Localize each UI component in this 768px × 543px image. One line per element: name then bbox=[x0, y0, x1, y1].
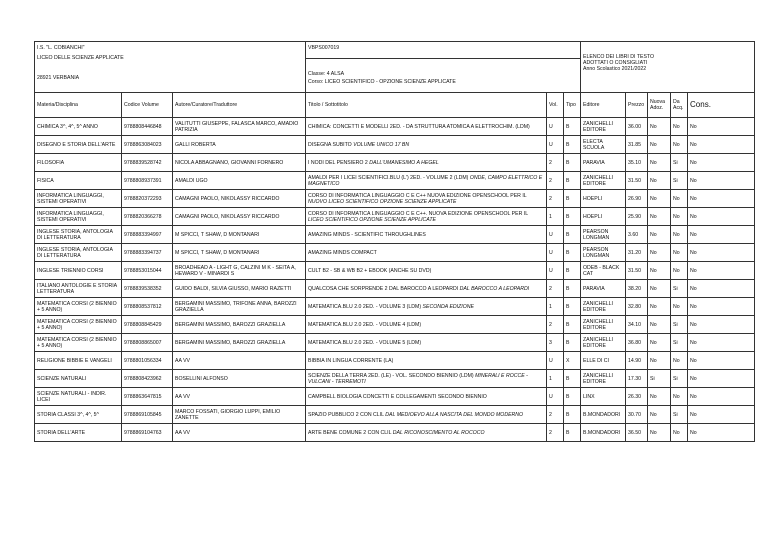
cell-materia: FILOSOFIA bbox=[35, 154, 122, 172]
cell-titolo bbox=[306, 280, 547, 298]
cell-autore: MARCO FOSSATI, GIORGIO LUPPI, EMILIO ZANETTE bbox=[173, 406, 306, 424]
col-da: Da Acq. bbox=[671, 93, 688, 118]
title-main: CHIMICA: CONCETTI E MODELLI 2ED. - DA STRUTTURA ATOMICA A ELETTROCHIM. (LDM) bbox=[308, 123, 530, 130]
cell-nuova: No bbox=[648, 262, 671, 280]
cell-autore: BERGAMINI MASSIMO, BAROZZI GRAZIELLA bbox=[173, 316, 306, 334]
cell-codice: 9788869105845 bbox=[122, 406, 173, 424]
cell-vol: 2 bbox=[547, 190, 564, 208]
cell-materia: MATEMATICA CORSI (2 BIENNIO + 5 ANNO) bbox=[35, 298, 122, 316]
cell-nuova: No bbox=[648, 334, 671, 352]
cell-vol: 2 bbox=[547, 316, 564, 334]
cell-editore: ZANICHELLI EDITORE bbox=[581, 370, 626, 388]
cell-prezzo: 17.30 bbox=[626, 370, 648, 388]
cell-codice: 9788808446848 bbox=[122, 118, 173, 136]
cell-nuova: No bbox=[648, 136, 671, 154]
cell-vol: U bbox=[547, 136, 564, 154]
cell-da: No bbox=[671, 388, 688, 406]
cell-da: No bbox=[671, 352, 688, 370]
cell-tipo: B bbox=[564, 208, 581, 226]
title-subtitle: DAL BAROCCO A LEOPARDI bbox=[459, 285, 530, 292]
cell-tipo: B bbox=[564, 316, 581, 334]
cell-codice: 9788808865007 bbox=[122, 334, 173, 352]
cell-prezzo: 30.70 bbox=[626, 406, 648, 424]
cell-materia: INGLESE STORIA, ANTOLOGIA DI LETTERATURA bbox=[35, 244, 122, 262]
school-name: I.S. "L. COBIANCHI" bbox=[37, 45, 85, 51]
table-row bbox=[35, 172, 755, 190]
table-row bbox=[35, 370, 755, 388]
cell-codice: 9788863647815 bbox=[122, 388, 173, 406]
cell-titolo bbox=[306, 370, 547, 388]
col-tipo: Tipo bbox=[564, 93, 581, 118]
title-main: QUALCOSA CHE SORPRENDE 2 DAL BAROCCO A LEOPARDI bbox=[308, 285, 459, 292]
cell-da: Si bbox=[671, 280, 688, 298]
cell-cons: No bbox=[688, 208, 755, 226]
school-year: Anno Scolastico 2021/2022 bbox=[583, 66, 647, 72]
class-name: Classe: 4 ALSA bbox=[308, 70, 345, 77]
cell-cons: No bbox=[688, 316, 755, 334]
cell-vol: 1 bbox=[547, 370, 564, 388]
cell-materia: SCIENZE NATURALI bbox=[35, 370, 122, 388]
cell-da: Si bbox=[671, 154, 688, 172]
cell-nuova: No bbox=[648, 226, 671, 244]
table-row bbox=[35, 136, 755, 154]
cell-tipo: B bbox=[564, 172, 581, 190]
cell-tipo: B bbox=[564, 136, 581, 154]
cell-prezzo: 25.90 bbox=[626, 208, 648, 226]
cell-prezzo: 14.90 bbox=[626, 352, 648, 370]
cell-titolo bbox=[306, 334, 547, 352]
cell-codice: 9788808537812 bbox=[122, 298, 173, 316]
cell-editore: PARAVIA bbox=[581, 280, 626, 298]
table-row bbox=[35, 280, 755, 298]
cell-editore: ELECTA SCUOLA bbox=[581, 136, 626, 154]
table-row bbox=[35, 118, 755, 136]
cell-titolo bbox=[306, 226, 547, 244]
cell-tipo: B bbox=[564, 388, 581, 406]
cell-autore: GUIDO BALDI, SILVIA GIUSSO, MARIO RAZETTI bbox=[173, 280, 306, 298]
cell-codice: 9788820366278 bbox=[122, 208, 173, 226]
title-main: CORSO DI INFORMATICA LINGUAGGIO C E C++ NUOVA EDIZIONE OPENSCHOOL PER IL bbox=[308, 192, 527, 199]
cell-cons: No bbox=[688, 190, 755, 208]
list-subtitle: ADOTTATI O CONSIGLIATI bbox=[583, 60, 648, 66]
cell-materia: INGLESE STORIA, ANTOLOGIA DI LETTERATURA bbox=[35, 226, 122, 244]
title-main: DISEGNA SUBITO bbox=[308, 141, 352, 148]
table-row bbox=[35, 190, 755, 208]
table-row bbox=[35, 406, 755, 424]
table-row bbox=[35, 226, 755, 244]
cell-cons: No bbox=[688, 352, 755, 370]
cell-vol: U bbox=[547, 352, 564, 370]
cell-titolo bbox=[306, 388, 547, 406]
cell-editore: ZANICHELLI EDITORE bbox=[581, 118, 626, 136]
cell-codice: 9788808845429 bbox=[122, 316, 173, 334]
col-materia: Materia/Disciplina bbox=[35, 93, 122, 118]
cell-codice: 9788869104763 bbox=[122, 424, 173, 442]
cell-autore: GALLI ROBERTA bbox=[173, 136, 306, 154]
title-main: MATEMATICA.BLU 2.0 2ED. - VOLUME 3 (LDM) bbox=[308, 303, 422, 310]
cell-vol: 1 bbox=[547, 298, 564, 316]
col-titolo: Titolo / Sottotitolo bbox=[306, 93, 547, 118]
table-row bbox=[35, 154, 755, 172]
liceo-name: LICEO DELLE SCIENZE APPLICATE bbox=[37, 55, 124, 61]
cell-prezzo: 31.50 bbox=[626, 172, 648, 190]
col-prezzo: Prezzo bbox=[626, 93, 648, 118]
cell-cons: No bbox=[688, 370, 755, 388]
cell-cons: No bbox=[688, 406, 755, 424]
cell-nuova: No bbox=[648, 406, 671, 424]
cell-prezzo: 31.85 bbox=[626, 136, 648, 154]
title-main: ARTE BENE COMUNE 2 CON CLIL bbox=[308, 429, 392, 436]
cell-nuova: No bbox=[648, 172, 671, 190]
cell-autore: BERGAMINI MASSIMO, BAROZZI GRAZIELLA bbox=[173, 334, 306, 352]
cell-titolo bbox=[306, 298, 547, 316]
cell-cons: No bbox=[688, 118, 755, 136]
cell-da: Si bbox=[671, 370, 688, 388]
cell-materia: DISEGNO E STORIA DELL'ARTE bbox=[35, 136, 122, 154]
cell-da: No bbox=[671, 208, 688, 226]
cell-editore: PEARSON LONGMAN bbox=[581, 244, 626, 262]
cell-editore: ZANICHELLI EDITORE bbox=[581, 298, 626, 316]
cell-tipo: X bbox=[564, 352, 581, 370]
cell-editore: ODEB - BLACK CAT bbox=[581, 262, 626, 280]
cell-nuova: No bbox=[648, 244, 671, 262]
cell-codice: 9788883394737 bbox=[122, 244, 173, 262]
title-main: BIBBIA IN LINGUA CORRENTE (LA) bbox=[308, 357, 394, 364]
cell-vol: 3 bbox=[547, 334, 564, 352]
cell-titolo bbox=[306, 118, 547, 136]
cell-nuova: No bbox=[648, 298, 671, 316]
cell-autore: BOSELLINI ALFONSO bbox=[173, 370, 306, 388]
cell-materia: MATEMATICA CORSI (2 BIENNIO + 5 ANNO) bbox=[35, 316, 122, 334]
col-cons: Cons. bbox=[688, 93, 755, 118]
cell-tipo: B bbox=[564, 190, 581, 208]
cell-cons: No bbox=[688, 424, 755, 442]
cell-cons: No bbox=[688, 226, 755, 244]
table-row bbox=[35, 316, 755, 334]
cell-autore: AMALDI UGO bbox=[173, 172, 306, 190]
cell-prezzo: 36.00 bbox=[626, 118, 648, 136]
cell-codice: 9788801056334 bbox=[122, 352, 173, 370]
cell-cons: No bbox=[688, 136, 755, 154]
table-row bbox=[35, 388, 755, 406]
title-subtitle: NUOVO LICEO SCIENTIFICO OPZIONE SCIENZE APPLICATE bbox=[308, 198, 457, 205]
cell-titolo bbox=[306, 244, 547, 262]
cell-nuova: No bbox=[648, 388, 671, 406]
table-row bbox=[35, 244, 755, 262]
cell-vol: 2 bbox=[547, 154, 564, 172]
cell-da: No bbox=[671, 118, 688, 136]
title-main: CAMPBELL BIOLOGIA CONCETTI E COLLEGAMENTI SECONDO BIENNIO bbox=[308, 393, 487, 400]
col-vol: Vol. bbox=[547, 93, 564, 118]
cell-tipo: B bbox=[564, 334, 581, 352]
cell-da: Si bbox=[671, 406, 688, 424]
cell-prezzo: 3.60 bbox=[626, 226, 648, 244]
cell-editore: PEARSON LONGMAN bbox=[581, 226, 626, 244]
cell-codice: 9788863084023 bbox=[122, 136, 173, 154]
cell-vol: 2 bbox=[547, 172, 564, 190]
school-info bbox=[35, 42, 306, 93]
cell-editore: LINX bbox=[581, 388, 626, 406]
table-row bbox=[35, 298, 755, 316]
cell-titolo bbox=[306, 208, 547, 226]
cell-editore: ZANICHELLI EDITORE bbox=[581, 172, 626, 190]
cell-da: No bbox=[671, 190, 688, 208]
title-main: SCIENZE DELLA TERRA 2ED. (LE) - VOL. SECONDO BIENNIO (LDM) bbox=[308, 372, 474, 379]
cell-autore: CAMAGNI PAOLO, NIKOLASSY RICCARDO bbox=[173, 208, 306, 226]
cell-materia: INGLESE TRIENNIO CORSI bbox=[35, 262, 122, 280]
cell-vol: U bbox=[547, 118, 564, 136]
title-main: I NODI DEL PENSIERO 2 bbox=[308, 159, 368, 166]
cell-autore: BERGAMINI MASSIMO, TRIFONE ANNA, BAROZZI GRAZIELLA bbox=[173, 298, 306, 316]
cell-prezzo: 36.50 bbox=[626, 424, 648, 442]
cell-prezzo: 26.90 bbox=[626, 190, 648, 208]
cell-da: Si bbox=[671, 316, 688, 334]
cell-autore: AA VV bbox=[173, 352, 306, 370]
cell-codice: 9788839538352 bbox=[122, 280, 173, 298]
cell-autore: CAMAGNI PAOLO, NIKOLASSY RICCARDO bbox=[173, 190, 306, 208]
cell-materia: INFORMATICA LINGUAGGI, SISTEMI OPERATIVI bbox=[35, 190, 122, 208]
title-main: AMAZING MINDS - SCIENTIFIC THROUGHLINES bbox=[308, 231, 426, 238]
cell-vol: U bbox=[547, 262, 564, 280]
cell-editore: PARAVIA bbox=[581, 154, 626, 172]
cell-materia: RELIGIONE BIBBIE E VANGELI bbox=[35, 352, 122, 370]
cell-prezzo: 31.20 bbox=[626, 244, 648, 262]
cell-tipo: B bbox=[564, 154, 581, 172]
school-city: 28921 VERBANIA bbox=[37, 75, 80, 81]
cell-vol: U bbox=[547, 226, 564, 244]
cell-nuova: No bbox=[648, 154, 671, 172]
cell-materia: CHIMICA 3^, 4^, 5^ ANNO bbox=[35, 118, 122, 136]
cell-materia: MATEMATICA CORSI (2 BIENNIO + 5 ANNO) bbox=[35, 334, 122, 352]
cell-tipo: B bbox=[564, 244, 581, 262]
school-code: VBPS007019 bbox=[306, 42, 581, 59]
title-subtitle: MINERALI E ROCCE - VULCANI - TERREMOTI bbox=[308, 372, 528, 385]
cell-codice: 9788883394997 bbox=[122, 226, 173, 244]
cell-autore: AA VV bbox=[173, 388, 306, 406]
cell-materia: STORIA CLASSI 3^, 4^, 5^ bbox=[35, 406, 122, 424]
cell-autore: VALITUTTI GIUSEPPE, FALASCA MARCO, AMADIO PATRIZIA bbox=[173, 118, 306, 136]
table-row bbox=[35, 334, 755, 352]
cell-prezzo: 38.20 bbox=[626, 280, 648, 298]
cell-tipo: B bbox=[564, 118, 581, 136]
cell-codice: 9788839528742 bbox=[122, 154, 173, 172]
cell-codice: 9788808423962 bbox=[122, 370, 173, 388]
cell-titolo bbox=[306, 316, 547, 334]
list-title: ELENCO DEI LIBRI DI TESTO bbox=[583, 54, 655, 60]
cell-da: No bbox=[671, 226, 688, 244]
cell-prezzo: 32.80 bbox=[626, 298, 648, 316]
cell-titolo bbox=[306, 352, 547, 370]
cell-da: No bbox=[671, 298, 688, 316]
cell-da: Si bbox=[671, 334, 688, 352]
cell-editore: ZANICHELLI EDITORE bbox=[581, 334, 626, 352]
cell-materia: FISICA bbox=[35, 172, 122, 190]
cell-cons: No bbox=[688, 262, 755, 280]
cell-nuova: No bbox=[648, 280, 671, 298]
cell-editore: HOEPLI bbox=[581, 208, 626, 226]
table-row bbox=[35, 352, 755, 370]
cell-titolo bbox=[306, 190, 547, 208]
cell-prezzo: 31.50 bbox=[626, 262, 648, 280]
cell-prezzo: 26.30 bbox=[626, 388, 648, 406]
course-name: Corso: LICEO SCIENTIFICO - OPZIONE SCIENZE APPLICATE bbox=[308, 78, 456, 85]
cell-tipo: B bbox=[564, 262, 581, 280]
title-subtitle: VOLUME UNICO 17 BN bbox=[353, 141, 410, 148]
cell-editore: B.MONDADORI bbox=[581, 424, 626, 442]
cell-cons: No bbox=[688, 388, 755, 406]
title-main: MATEMATICA.BLU 2.0 2ED. - VOLUME 4 (LDM) bbox=[308, 321, 422, 328]
cell-autore: M SPICCI, T SHAW, D MONTANARI bbox=[173, 244, 306, 262]
cell-da: No bbox=[671, 244, 688, 262]
cell-tipo: B bbox=[564, 424, 581, 442]
cell-nuova: No bbox=[648, 118, 671, 136]
class-info bbox=[306, 71, 581, 93]
title-main: CULT B2 - SB & WB B2 + EBOOK (ANCHE SU DVD) bbox=[308, 267, 432, 274]
cell-nuova: No bbox=[648, 316, 671, 334]
cell-editore: HOEPLI bbox=[581, 190, 626, 208]
cell-prezzo: 36.80 bbox=[626, 334, 648, 352]
cell-tipo: B bbox=[564, 226, 581, 244]
cell-materia: ITALIANO ANTOLOGIE E STORIA LETTERATURA bbox=[35, 280, 122, 298]
cell-tipo: B bbox=[564, 280, 581, 298]
cell-prezzo: 34.10 bbox=[626, 316, 648, 334]
cell-autore: AA VV bbox=[173, 424, 306, 442]
col-codice: Codice Volume bbox=[122, 93, 173, 118]
title-subtitle: DAL MEDIOEVO ALLA NASCITA DEL MONDO MODERNO bbox=[385, 411, 524, 418]
cell-tipo: B bbox=[564, 298, 581, 316]
cell-tipo: B bbox=[564, 370, 581, 388]
cell-vol: U bbox=[547, 244, 564, 262]
cell-tipo: B bbox=[564, 406, 581, 424]
cell-vol: 2 bbox=[547, 406, 564, 424]
cell-materia: SCIENZE NATURALI - INDIR. LICEI bbox=[35, 388, 122, 406]
table-row bbox=[35, 262, 755, 280]
cell-cons: No bbox=[688, 244, 755, 262]
title-main: MATEMATICA.BLU 2.0 2ED. - VOLUME 5 (LDM) bbox=[308, 339, 422, 346]
title-subtitle: DAL RICONOSCIMENTO AL ROCOCO bbox=[392, 429, 485, 436]
title-main: AMAZING MINDS COMPACT bbox=[308, 249, 377, 256]
cell-titolo bbox=[306, 172, 547, 190]
cell-da: No bbox=[671, 424, 688, 442]
title-main: SPAZIO PUBBLICO 2 CON CLIL bbox=[308, 411, 384, 418]
cell-da: No bbox=[671, 136, 688, 154]
spacer bbox=[306, 59, 581, 71]
col-editore: Editore bbox=[581, 93, 626, 118]
cell-nuova: No bbox=[648, 208, 671, 226]
cell-cons: No bbox=[688, 154, 755, 172]
cell-da: Si bbox=[671, 172, 688, 190]
title-subtitle: LICEO SCIENTIFICO OPZIONE SCIENZE APPLICATE bbox=[308, 216, 436, 223]
cell-cons: No bbox=[688, 298, 755, 316]
cell-materia: INFORMATICA LINGUAGGI, SISTEMI OPERATIVI bbox=[35, 208, 122, 226]
cell-nuova: No bbox=[648, 424, 671, 442]
cell-materia: STORIA DELL'ARTE bbox=[35, 424, 122, 442]
cell-cons: No bbox=[688, 280, 755, 298]
cell-vol: U bbox=[547, 388, 564, 406]
cell-nuova: Si bbox=[648, 370, 671, 388]
cell-titolo bbox=[306, 406, 547, 424]
cell-vol: 2 bbox=[547, 280, 564, 298]
cell-titolo bbox=[306, 424, 547, 442]
cell-nuova: No bbox=[648, 190, 671, 208]
cell-nuova: No bbox=[648, 352, 671, 370]
cell-autore: M SPICCI, T SHAW, D MONTANARI bbox=[173, 226, 306, 244]
cell-da: No bbox=[671, 262, 688, 280]
cell-vol: 1 bbox=[547, 208, 564, 226]
cell-editore: B.MONDADORI bbox=[581, 406, 626, 424]
table-row bbox=[35, 208, 755, 226]
cell-codice: 9788820372293 bbox=[122, 190, 173, 208]
cell-autore: BROADHEAD A - LIGHT G, CALZINI M K - SEITA A, HEWARD V - MINARDI S bbox=[173, 262, 306, 280]
col-nuova: Nuova Adoz. bbox=[648, 93, 671, 118]
cell-cons: No bbox=[688, 172, 755, 190]
title-main: CORSO DI INFORMATICA LINGUAGGIO C E C++. NUOVA EDIZIONE OPENSCHOOL PER IL bbox=[308, 210, 528, 217]
cell-autore: NICOLA ABBAGNANO, GIOVANNI FORNERO bbox=[173, 154, 306, 172]
title-subtitle: ONDE, CAMPO ELETTRICO E MAGNETICO bbox=[308, 174, 543, 187]
col-autore: Autore/Curatore/Traduttore bbox=[173, 93, 306, 118]
table-row bbox=[35, 424, 755, 442]
cell-titolo bbox=[306, 136, 547, 154]
cell-codice: 9788808937391 bbox=[122, 172, 173, 190]
cell-cons: No bbox=[688, 334, 755, 352]
list-info bbox=[581, 42, 755, 93]
cell-editore: ELLE DI CI bbox=[581, 352, 626, 370]
cell-titolo bbox=[306, 262, 547, 280]
cell-vol: 2 bbox=[547, 424, 564, 442]
cell-prezzo: 35.10 bbox=[626, 154, 648, 172]
book-list-table bbox=[34, 41, 755, 442]
title-main: AMALDI PER I LICEI SCIENTIFICI.BLU (L') 2ED. - VOLUME 2 (LDM) bbox=[308, 174, 469, 181]
title-subtitle: SECONDA EDIZIONE bbox=[422, 303, 474, 310]
cell-editore: ZANICHELLI EDITORE bbox=[581, 316, 626, 334]
cell-titolo bbox=[306, 154, 547, 172]
title-subtitle: DALL'UMANESIMO A HEGEL bbox=[369, 159, 439, 166]
cell-codice: 9788853015044 bbox=[122, 262, 173, 280]
